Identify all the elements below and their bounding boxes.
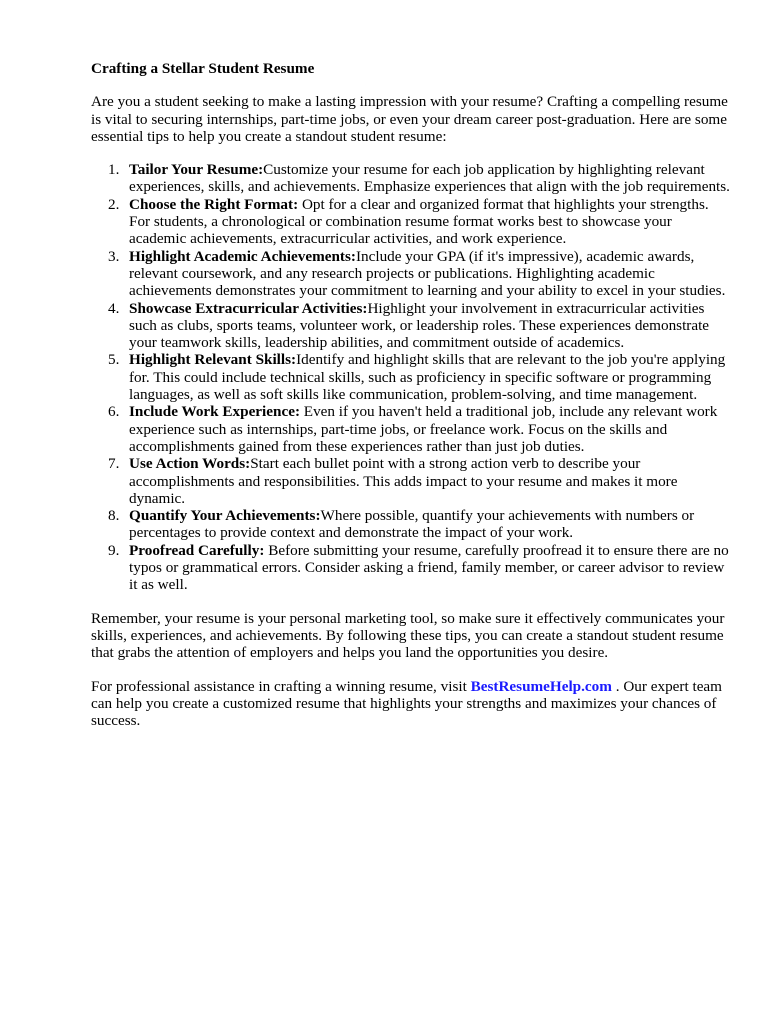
closing-paragraph: Remember, your resume is your personal marketing tool, so make sure it effectively communicates your skills, experiences, and achievements. By following these tips, you can create a standout student resume that grabs the attention of employers and helps you land the opportunities you desire.: [91, 609, 725, 662]
list-item-heading: Proofread Carefully:: [129, 541, 265, 559]
list-item: [91, 542, 731, 594]
list-item: [91, 507, 731, 542]
list-item-heading: Include Work Experience:: [129, 403, 300, 421]
list-item: [91, 300, 731, 352]
list-item-number: 3.: [108, 247, 120, 265]
list-item-heading: Use Action Words:: [129, 455, 251, 473]
cta-paragraph: [91, 678, 731, 730]
list-item-heading: Quantify Your Achievements:: [129, 507, 321, 525]
list-item-number: 9.: [108, 541, 120, 559]
list-item-number: 7.: [108, 455, 120, 473]
list-item-body: Even if you haven't held a traditional job, include any relevant work experience such as internships, part-time jobs, or freelance work. Focus on the skills and accomplishments gained from these experiences rather than just job duties.: [129, 403, 718, 455]
document-title: Crafting a Stellar Student Resume: [91, 60, 315, 77]
list-item-number: 1.: [108, 161, 120, 179]
list-item-heading: Showcase Extracurricular Activities:: [129, 299, 368, 317]
list-item-body: Customize your resume for each job application by highlighting relevant experiences, skills, and achievements. Emphasize experiences that align with the job requirements.: [129, 161, 730, 196]
list-item-body: Identify and highlight skills that are relevant to the job you're applying for. This could include technical skills, such as proficiency in specific software or programming languages, as well as soft skills like communication, problem-solving, and time management.: [129, 351, 726, 404]
cta-text-after: . Our expert team can help you create a customized resume that highlights your strengths and maximizes your chances of success.: [91, 677, 722, 730]
list-item-body: Highlight your involvement in extracurricular activities such as clubs, sports teams, volunteer work, or leadership roles. These experiences demonstrate your teamwork skills, leadership abilities, and commitment outside of academics.: [129, 299, 710, 352]
list-item-heading: Choose the Right Format:: [129, 195, 299, 213]
list-item: [91, 403, 731, 455]
list-item-heading: Highlight Academic Achievements:: [129, 247, 356, 265]
intro-paragraph: Are you a student seeking to make a lasting impression with your resume? Crafting a compelling resume is vital to securing internships, part-time jobs, or even your dream career post-graduation. Here are some essential tips to help you create a standout student resume:: [91, 93, 728, 145]
list-item-number: 6.: [108, 403, 120, 421]
list-item-body: Opt for a clear and organized format that highlights your strengths. For students, a chronological or combination resume format works best to showcase your academic achievements, extracurricular activities, and work experience.: [129, 195, 709, 248]
list-item: [91, 248, 731, 300]
tips-list: [91, 161, 731, 593]
list-item-number: 4.: [108, 299, 120, 317]
list-item-heading: Highlight Relevant Skills:: [129, 351, 297, 369]
document-page: [91, 60, 731, 729]
list-item-number: 2.: [108, 195, 120, 213]
list-item-heading: Tailor Your Resume:: [129, 161, 264, 179]
list-item-body: Include your GPA (if it's impressive), academic awards, relevant coursework, and any research projects or publications. Highlighting academic achievements demonstrates your commitment to learning and your ability to excel in your studies.: [129, 247, 726, 300]
list-item: [91, 351, 731, 403]
list-item-number: 5.: [108, 351, 120, 369]
list-item: [91, 161, 731, 196]
list-item-body: Where possible, quantify your achievements with numbers or percentages to provide context and demonstrate the impact of your work.: [129, 507, 695, 542]
list-item-number: 8.: [108, 507, 120, 525]
list-item: [91, 196, 731, 248]
list-item-body: Start each bullet point with a strong action verb to describe your accomplishments and responsibilities. This adds impact to your resume and makes it more dynamic.: [129, 455, 678, 507]
best-resume-help-link[interactable]: BestResumeHelp.com: [470, 677, 612, 695]
cta-text-before: For professional assistance in crafting a winning resume, visit: [91, 677, 471, 695]
list-item: [91, 455, 731, 507]
list-item-body: Before submitting your resume, carefully proofread it to ensure there are no typos or grammatical errors. Consider asking a friend, family member, or career advisor to review it as well.: [129, 541, 729, 594]
